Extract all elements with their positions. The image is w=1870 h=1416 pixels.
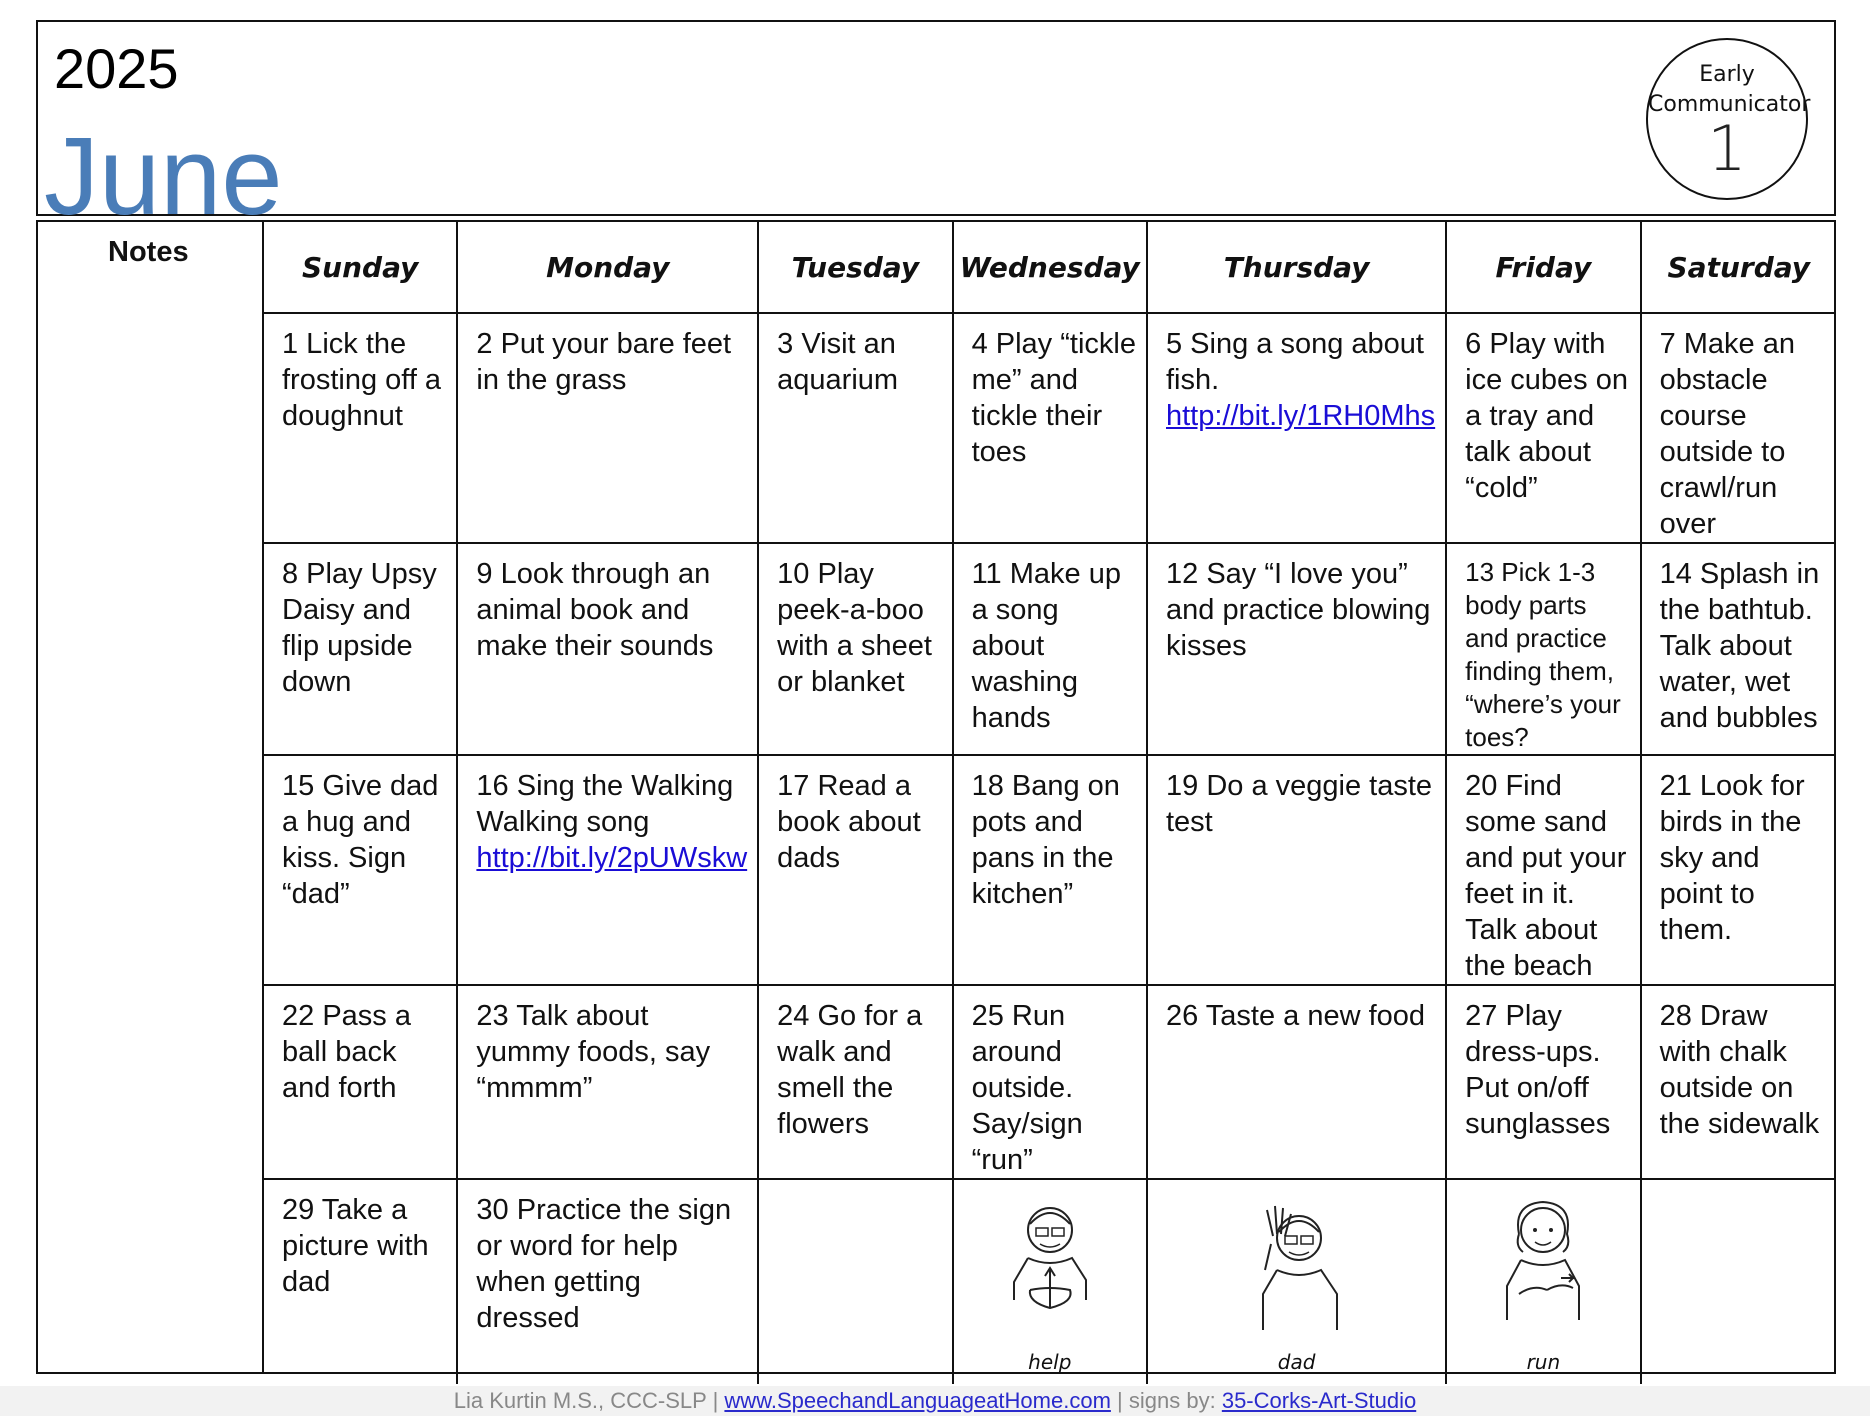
day-cell — [1148, 756, 1447, 986]
day-activity: 13 Pick 1-3 body parts and practice finding them, “where’s your toes? — [1465, 557, 1621, 752]
song-link[interactable]: http://bit.ly/2pUWskw — [476, 842, 748, 874]
day-activity: 3 Visit an aquarium — [777, 328, 899, 396]
day-cell — [264, 314, 458, 544]
footer-separator: | — [712, 1388, 719, 1413]
day-cell — [1447, 314, 1641, 544]
footer-signs-by: signs by: — [1128, 1388, 1216, 1413]
level-badge — [1646, 38, 1811, 200]
day-cell — [954, 314, 1148, 544]
day-activity: 27 Play dress-ups. Put on/off sunglasses — [1465, 1000, 1611, 1140]
day-activity: 30 Practice the sign or word for help when getting dressed — [476, 1194, 732, 1334]
calendar-grid — [36, 220, 1836, 1374]
weekday-header: Saturday — [1642, 222, 1836, 314]
day-cell — [954, 986, 1148, 1180]
day-activity: 28 Draw with chalk outside on the sidewalk — [1659, 1000, 1820, 1140]
day-cell — [1642, 986, 1836, 1180]
weekday-header: Friday — [1447, 222, 1641, 314]
weekday-header: Thursday — [1148, 222, 1447, 314]
day-activity: 10 Play peek-a-boo with a sheet or blanket — [777, 558, 932, 698]
day-cell — [759, 986, 953, 1180]
dad-sign-icon — [1237, 1190, 1357, 1350]
day-activity: 9 Look through an animal book and make their sounds — [476, 558, 714, 662]
notes-column — [38, 222, 264, 1372]
day-cell — [458, 314, 759, 544]
day-cell — [1447, 544, 1641, 756]
day-activity: 4 Play “tickle me” and tickle their toes — [971, 328, 1136, 468]
help-sign-icon — [990, 1190, 1110, 1350]
day-cell — [759, 756, 953, 986]
badge-number: 1 — [1707, 112, 1747, 185]
day-activity: 24 Go for a walk and smell the flowers — [777, 1000, 923, 1140]
badge-line1: Early — [1699, 62, 1755, 87]
day-activity: 22 Pass a ball back and forth — [282, 1000, 411, 1104]
year-label: 2025 — [54, 37, 179, 100]
day-cell — [458, 986, 759, 1180]
day-activity: 26 Taste a new food — [1166, 1000, 1426, 1032]
day-activity: 8 Play Upsy Daisy and flip upside down — [282, 558, 437, 698]
run-sign-icon — [1483, 1190, 1603, 1350]
weekday-header: Monday — [458, 222, 759, 314]
sign-caption: dad — [1277, 1350, 1316, 1374]
day-cell — [954, 544, 1148, 756]
day-cell — [458, 544, 759, 756]
day-cell — [1642, 756, 1836, 986]
footer — [0, 1386, 1870, 1416]
month-title: June — [44, 115, 283, 238]
website-link[interactable]: www.SpeechandLanguageatHome.com — [724, 1388, 1111, 1413]
day-activity: 6 Play with ice cubes on a tray and talk about “cold” — [1465, 328, 1628, 504]
empty-cell — [1642, 1180, 1836, 1384]
day-activity: 20 Find some sand and put your feet in it. Talk about the beach — [1465, 770, 1627, 982]
day-cell — [264, 544, 458, 756]
day-activity: 15 Give dad a hug and kiss. Sign “dad” — [282, 770, 439, 910]
month-grid — [264, 222, 1836, 1372]
sign-illustration-help — [954, 1180, 1148, 1384]
sign-caption: help — [1028, 1350, 1072, 1374]
day-activity: 18 Bang on pots and pans in the kitchen” — [971, 770, 1120, 910]
footer-author: Lia Kurtin M.S., CCC-SLP — [453, 1388, 707, 1413]
sign-illustration-run — [1447, 1180, 1641, 1384]
weekday-header: Wednesday — [954, 222, 1148, 314]
day-cell — [1148, 986, 1447, 1180]
day-activity: 11 Make up a song about washing hands — [971, 558, 1121, 734]
day-activity: 25 Run around outside. Say/sign “run” — [971, 1000, 1083, 1176]
empty-cell — [759, 1180, 953, 1384]
day-cell — [1447, 756, 1641, 986]
day-activity: 23 Talk about yummy foods, say “mmmm” — [476, 1000, 711, 1104]
day-activity: 12 Say “I love you” and practice blowing kisses — [1166, 558, 1431, 662]
day-cell — [759, 314, 953, 544]
day-cell — [264, 756, 458, 986]
weekday-header: Tuesday — [759, 222, 953, 314]
day-cell — [458, 756, 759, 986]
day-activity: 1 Lick the frosting off a doughnut — [282, 328, 442, 432]
day-activity: 16 Sing the Walking Walking song — [476, 770, 734, 838]
day-activity: 21 Look for birds in the sky and point to them. — [1659, 770, 1805, 946]
day-cell — [1148, 314, 1447, 544]
day-cell — [264, 1180, 458, 1384]
day-cell — [759, 544, 953, 756]
day-cell — [1642, 544, 1836, 756]
day-cell — [954, 756, 1148, 986]
day-activity: 2 Put your bare feet in the grass — [476, 328, 732, 396]
day-cell — [1447, 986, 1641, 1180]
day-activity: 17 Read a book about dads — [777, 770, 921, 874]
day-cell — [1148, 544, 1447, 756]
footer-separator: | — [1117, 1388, 1123, 1413]
weekday-header: Sunday — [264, 222, 458, 314]
day-cell — [1642, 314, 1836, 544]
badge-line2: Communicator — [1648, 92, 1811, 117]
day-cell — [458, 1180, 759, 1384]
sign-caption: run — [1526, 1350, 1561, 1374]
day-activity: 14 Splash in the bathtub. Talk about water, wet and bubbles — [1659, 558, 1820, 734]
day-activity: 7 Make an obstacle course outside to crawl/run over — [1659, 328, 1795, 540]
calendar-header — [36, 20, 1836, 238]
notes-label: Notes — [108, 236, 189, 268]
artist-link[interactable]: 35-Corks-Art-Studio — [1221, 1388, 1417, 1413]
song-link[interactable]: http://bit.ly/1RH0Mhs — [1166, 400, 1436, 432]
day-activity: 29 Take a picture with dad — [282, 1194, 429, 1298]
sign-illustration-dad — [1148, 1180, 1447, 1384]
day-cell — [264, 986, 458, 1180]
day-activity: 19 Do a veggie taste test — [1166, 770, 1433, 838]
day-activity: 5 Sing a song about fish. — [1166, 328, 1424, 396]
